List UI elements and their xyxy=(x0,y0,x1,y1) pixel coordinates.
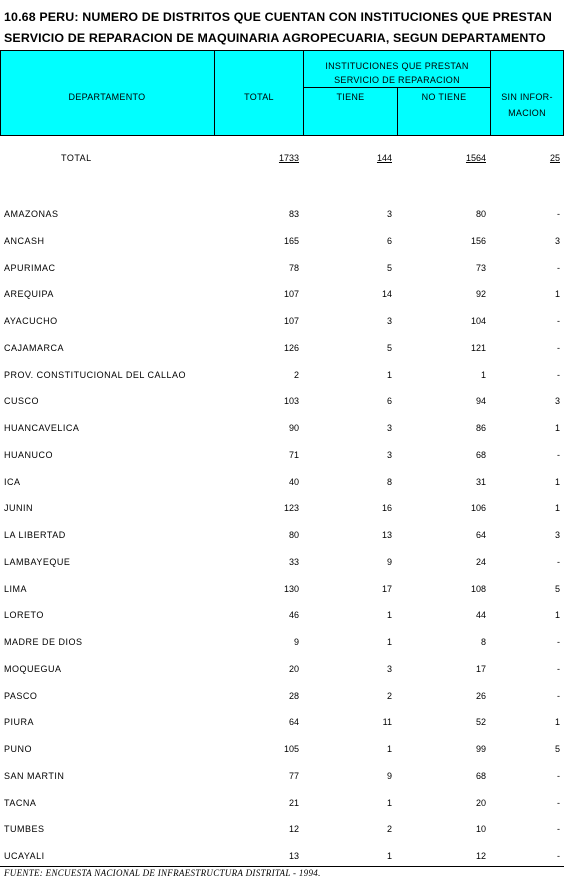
total-cell: 107 xyxy=(283,289,299,300)
total-cell: 90 xyxy=(288,423,299,433)
sin-informacion-cell: 1 xyxy=(554,289,560,300)
tiene-cell: 2 xyxy=(386,690,392,701)
tiene-cell: 9 xyxy=(386,556,392,567)
tiene-cell: 14 xyxy=(381,289,392,300)
no-tiene-cell: 108 xyxy=(470,583,486,594)
departamento-cell: LIMA xyxy=(4,583,28,594)
total-cell: 78 xyxy=(288,262,299,273)
total-row xyxy=(0,151,564,165)
no-tiene-cell: 86 xyxy=(475,423,486,433)
table-row xyxy=(0,635,564,649)
table-row xyxy=(0,448,564,462)
tiene-cell: 9 xyxy=(386,770,392,781)
no-tiene-cell: 24 xyxy=(475,556,486,567)
departamento-cell: AREQUIPA xyxy=(4,289,54,300)
no-tiene-cell: 92 xyxy=(475,289,486,300)
total-cell: 20 xyxy=(288,663,299,674)
no-tiene-cell: 20 xyxy=(475,797,486,808)
no-tiene-cell: 104 xyxy=(470,316,486,326)
departamento-cell: AYACUCHO xyxy=(4,316,58,326)
total-cell: 9 xyxy=(293,637,299,647)
sin-informacion-cell: - xyxy=(557,262,560,273)
tiene-cell: 1 xyxy=(386,744,392,754)
departamento-cell: UCAYALI xyxy=(4,851,45,861)
sin-informacion-cell: 3 xyxy=(554,396,560,407)
total-cell: 21 xyxy=(288,797,299,808)
sin-informacion-cell: 5 xyxy=(554,583,560,594)
tiene-cell: 13 xyxy=(381,530,392,540)
no-tiene-cell: 156 xyxy=(470,235,486,246)
table-row xyxy=(0,608,564,622)
departamento-cell: APURIMAC xyxy=(4,262,56,273)
sin-informacion-cell: 1 xyxy=(554,503,560,514)
footer-rule xyxy=(0,866,564,867)
tiene-cell: 3 xyxy=(386,423,392,433)
sin-informacion-cell: - xyxy=(557,690,560,701)
total-cell: 126 xyxy=(283,342,299,353)
tiene-cell: 11 xyxy=(382,717,392,728)
total-cell: 13 xyxy=(288,851,299,861)
tiene-cell: 2 xyxy=(386,824,392,835)
table-row xyxy=(0,501,564,515)
header-no-tiene: NO TIENE xyxy=(421,92,467,102)
departamento-cell: LA LIBERTAD xyxy=(4,530,66,540)
sin-informacion-cell: 1 xyxy=(554,476,560,487)
no-tiene-cell: 10 xyxy=(475,824,486,835)
departamento-cell: AMAZONAS xyxy=(4,209,59,219)
sin-informacion-cell: - xyxy=(557,797,560,808)
total-cell: 123 xyxy=(283,503,299,514)
tiene-cell: 1 xyxy=(386,797,392,808)
no-tiene-cell: 1 xyxy=(480,369,486,380)
no-tiene-cell: 80 xyxy=(475,209,486,219)
no-tiene-cell: 26 xyxy=(475,690,486,701)
table-row xyxy=(0,822,564,836)
total-sin-informacion: 25 xyxy=(549,153,560,163)
no-tiene-cell: 73 xyxy=(475,262,486,273)
tiene-cell: 17 xyxy=(381,583,392,594)
table-row xyxy=(0,368,564,382)
table-row xyxy=(0,261,564,275)
departamento-cell: SAN MARTIN xyxy=(4,770,65,781)
table-row xyxy=(0,421,564,435)
table-row xyxy=(0,287,564,301)
total-cell: 130 xyxy=(283,583,299,594)
header-group-divider xyxy=(304,87,490,88)
no-tiene-cell: 68 xyxy=(475,449,486,460)
departamento-cell: HUANUCO xyxy=(4,449,54,460)
title-line-2: SERVICIO DE REPARACION DE MAQUINARIA AGROPECUARIA, SEGUN DEPARTAMENTO xyxy=(4,31,546,45)
tiene-cell: 1 xyxy=(386,369,392,380)
departamento-cell: MOQUEGUA xyxy=(4,663,62,674)
table-row xyxy=(0,582,564,596)
tiene-cell: 3 xyxy=(386,316,392,326)
total-cell: 77 xyxy=(288,770,299,781)
departamento-cell: CAJAMARCA xyxy=(4,342,65,353)
departamento-cell: PUNO xyxy=(4,744,33,754)
no-tiene-cell: 68 xyxy=(475,770,486,781)
no-tiene-cell: 12 xyxy=(475,851,486,861)
sin-informacion-cell: 3 xyxy=(554,235,560,246)
total-cell: 33 xyxy=(288,556,299,567)
no-tiene-cell: 121 xyxy=(470,342,486,353)
tiene-cell: 5 xyxy=(386,342,392,353)
header-divider-right xyxy=(563,50,564,136)
total-no-tiene: 1564 xyxy=(465,153,486,163)
header-tiene: TIENE xyxy=(336,92,365,102)
total-total: 1733 xyxy=(278,153,299,163)
tiene-cell: 6 xyxy=(386,396,392,407)
tiene-cell: 8 xyxy=(386,476,392,487)
tiene-cell: 3 xyxy=(386,209,392,219)
table-row xyxy=(0,341,564,355)
table-row xyxy=(0,207,564,221)
table-row xyxy=(0,742,564,756)
tiene-cell: 6 xyxy=(386,235,392,246)
sin-informacion-cell: - xyxy=(557,637,560,647)
sin-informacion-cell: 5 xyxy=(554,744,560,754)
total-cell: 12 xyxy=(288,824,299,835)
table-row xyxy=(0,394,564,408)
total-cell: 2 xyxy=(293,369,299,380)
tiene-cell: 1 xyxy=(386,610,392,621)
sin-informacion-cell: - xyxy=(557,369,560,380)
no-tiene-cell: 52 xyxy=(475,717,486,728)
total-tiene: 144 xyxy=(376,153,392,163)
header-sin-line-1: SIN INFOR- xyxy=(501,92,553,102)
sin-informacion-cell: - xyxy=(557,556,560,567)
departamento-cell: CUSCO xyxy=(4,396,40,407)
no-tiene-cell: 99 xyxy=(475,744,486,754)
departamento-cell: LAMBAYEQUE xyxy=(4,556,71,567)
tiene-cell: 5 xyxy=(386,262,392,273)
departamento-cell: PIURA xyxy=(4,717,35,728)
total-cell: 71 xyxy=(288,449,299,460)
table-row xyxy=(0,475,564,489)
departamento-cell: TACNA xyxy=(4,797,37,808)
total-cell: 40 xyxy=(288,476,299,487)
sin-informacion-cell: 3 xyxy=(554,530,560,540)
no-tiene-cell: 106 xyxy=(470,503,486,514)
table-row xyxy=(0,555,564,569)
table-row xyxy=(0,662,564,676)
no-tiene-cell: 31 xyxy=(475,476,486,487)
header-group-line-2: SERVICIO DE REPARACION xyxy=(334,75,460,85)
table-title xyxy=(4,7,566,49)
sin-informacion-cell: - xyxy=(557,449,560,460)
tiene-cell: 16 xyxy=(381,503,392,514)
total-cell: 64 xyxy=(288,717,299,728)
header-departamento: DEPARTAMENTO xyxy=(68,92,146,102)
departamento-cell: ANCASH xyxy=(4,235,45,246)
title-line-1: 10.68 PERU: NUMERO DE DISTRITOS QUE CUENTAN CON INSTITUCIONES QUE PRESTAN xyxy=(4,10,552,24)
departamento-cell: PASCO xyxy=(4,690,38,701)
departamento-cell: LORETO xyxy=(4,610,44,621)
tiene-cell: 3 xyxy=(386,449,392,460)
table-row xyxy=(0,528,564,542)
departamento-cell: TUMBES xyxy=(4,824,45,835)
table-row xyxy=(0,314,564,328)
sin-informacion-cell: - xyxy=(557,824,560,835)
sin-informacion-cell: - xyxy=(557,851,560,861)
header-group-line-1: INSTITUCIONES QUE PRESTAN xyxy=(325,61,469,71)
no-tiene-cell: 44 xyxy=(475,610,486,621)
departamento-cell: PROV. CONSTITUCIONAL DEL CALLAO xyxy=(4,369,187,380)
total-label: TOTAL xyxy=(61,153,92,163)
sin-informacion-cell: - xyxy=(557,209,560,219)
table-row xyxy=(0,769,564,783)
sin-informacion-cell: 1 xyxy=(554,717,560,728)
total-cell: 80 xyxy=(288,530,299,540)
table-row xyxy=(0,689,564,703)
total-cell: 83 xyxy=(288,209,299,219)
total-cell: 28 xyxy=(288,690,299,701)
sin-informacion-cell: 1 xyxy=(554,423,560,433)
table-row xyxy=(0,796,564,810)
no-tiene-cell: 8 xyxy=(480,637,486,647)
source-note: FUENTE: ENCUESTA NACIONAL DE INFRAESTRUCTURA DISTRITAL - 1994. xyxy=(4,868,321,878)
header-sin-line-2: MACION xyxy=(508,108,546,118)
table-row xyxy=(0,715,564,729)
total-cell: 103 xyxy=(283,396,299,407)
departamento-cell: ICA xyxy=(4,476,21,487)
no-tiene-cell: 94 xyxy=(475,396,486,407)
tiene-cell: 1 xyxy=(386,851,392,861)
total-cell: 107 xyxy=(283,316,299,326)
total-cell: 105 xyxy=(283,744,299,754)
table-row xyxy=(0,849,564,863)
sin-informacion-cell: - xyxy=(557,663,560,674)
total-cell: 46 xyxy=(288,610,299,621)
tiene-cell: 1 xyxy=(386,637,392,647)
departamento-cell: MADRE DE DIOS xyxy=(4,637,83,647)
total-cell: 165 xyxy=(283,235,299,246)
departamento-cell: JUNIN xyxy=(4,503,33,514)
header-total: TOTAL xyxy=(244,92,274,102)
sin-informacion-cell: 1 xyxy=(554,610,560,621)
tiene-cell: 3 xyxy=(386,663,392,674)
sin-informacion-cell: - xyxy=(557,316,560,326)
departamento-cell: HUANCAVELICA xyxy=(4,423,80,433)
table-row xyxy=(0,234,564,248)
sin-informacion-cell: - xyxy=(557,342,560,353)
sin-informacion-cell: - xyxy=(557,770,560,781)
no-tiene-cell: 64 xyxy=(475,530,486,540)
no-tiene-cell: 17 xyxy=(475,663,486,674)
